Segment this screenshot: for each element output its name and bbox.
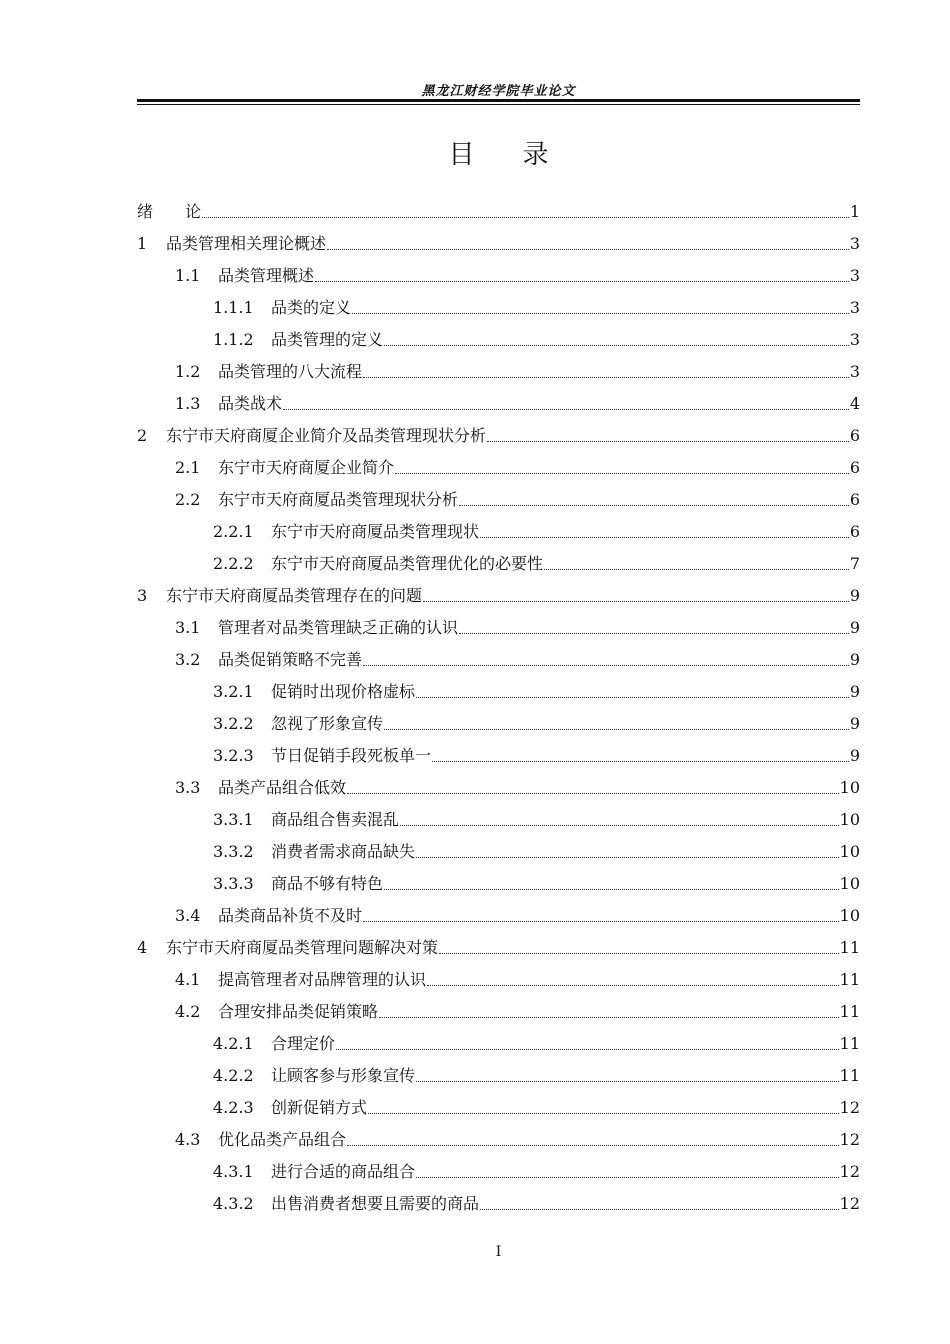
toc-entry-number: 3.3 (175, 778, 201, 797)
toc-entry-page: 11 (839, 938, 860, 957)
toc-entry[interactable] (137, 318, 860, 350)
toc-entry-title: 绪 论 (137, 202, 202, 221)
toc-entry-page: 6 (849, 522, 860, 541)
toc-entry-title: 让顾客参与形象宣传 (271, 1066, 416, 1085)
toc-entry-title: 消费者需求商品缺失 (271, 842, 416, 861)
toc-entry-title: 品类管理相关理论概述 (166, 234, 327, 253)
toc-entry[interactable] (137, 734, 860, 766)
toc-entry[interactable] (137, 574, 860, 606)
toc-entry[interactable] (137, 990, 860, 1022)
toc-dot-leader (363, 377, 849, 378)
toc-entry-page: 3 (849, 362, 860, 381)
header-rule-thick (137, 99, 860, 102)
toc-entry-page: 6 (849, 490, 860, 509)
toc-entry-number: 4.2.3 (213, 1098, 254, 1117)
toc-entry[interactable] (137, 862, 860, 894)
toc-entry-page: 6 (849, 426, 860, 445)
toc-entry[interactable] (137, 478, 860, 510)
toc-entry-number: 4.3 (175, 1130, 201, 1149)
toc-entry-title: 品类商品补货不及时 (218, 906, 363, 925)
toc-entry-title: 东宁市天府商厦品类管理现状 (271, 522, 480, 541)
toc-entry-title: 促销时出现价格虚标 (271, 682, 416, 701)
toc-entry-number: 4 (137, 938, 148, 957)
toc-dot-leader (459, 505, 849, 506)
toc-entry-title: 品类管理概述 (218, 266, 315, 285)
toc-entry[interactable] (137, 382, 860, 414)
toc-entry-title: 品类战术 (218, 394, 283, 413)
toc-entry-page: 4 (849, 394, 860, 413)
toc-dot-leader (347, 1145, 839, 1146)
toc-entry-number: 1.3 (175, 394, 201, 413)
toc-entry-number: 3.1 (175, 618, 201, 637)
toc-entry[interactable] (137, 638, 860, 670)
toc-entry-page: 12 (839, 1098, 860, 1117)
toc-entry-page: 3 (849, 330, 860, 349)
toc-entry-number: 1.1 (175, 266, 201, 285)
toc-dot-leader (327, 249, 849, 250)
toc-entry-number: 1.1.1 (213, 298, 254, 317)
toc-entry-title: 商品组合售卖混乱 (271, 810, 400, 829)
toc-entry-number: 3 (137, 586, 148, 605)
toc-entry[interactable] (137, 286, 860, 318)
toc-entry-number: 3.2.2 (213, 714, 254, 733)
toc-entry-title: 商品不够有特色 (271, 874, 384, 893)
header-rule-thin (137, 104, 860, 105)
toc-entry-number: 1 (137, 234, 148, 253)
toc-dot-leader (202, 217, 849, 218)
toc-entry-page: 9 (849, 618, 860, 637)
toc-entry[interactable] (137, 254, 860, 286)
toc-dot-leader (416, 1177, 839, 1178)
toc-entry[interactable] (137, 1118, 860, 1150)
toc-entry-page: 12 (839, 1194, 860, 1213)
toc-dot-leader (459, 633, 849, 634)
toc-dot-leader (416, 1081, 839, 1082)
toc-entry-title: 出售消费者想要且需要的商品 (271, 1194, 480, 1213)
toc-entry-page: 3 (849, 234, 860, 253)
toc-entry-number: 3.2 (175, 650, 201, 669)
toc-entry-page: 12 (839, 1162, 860, 1181)
toc-entry-number: 2.2 (175, 490, 201, 509)
toc-entry-title: 创新促销方式 (271, 1098, 368, 1117)
toc-entry-title: 东宁市天府商厦企业简介 (218, 458, 395, 477)
running-header: 黑龙江财经学院毕业论文 (421, 84, 576, 99)
toc-entry-title: 品类的定义 (271, 298, 352, 317)
toc-entry[interactable] (137, 510, 860, 542)
toc-entry-title: 进行合适的商品组合 (271, 1162, 416, 1181)
page-number: I (495, 1244, 502, 1260)
toc-entry-page: 11 (839, 1034, 860, 1053)
toc-entry-page: 10 (839, 874, 860, 893)
toc-entry-page: 10 (839, 810, 860, 829)
toc-entry-page: 11 (839, 1066, 860, 1085)
toc-entry-title: 品类产品组合低效 (218, 778, 347, 797)
toc-entry-page: 1 (849, 202, 860, 221)
toc-entry[interactable] (137, 222, 860, 254)
toc-entry-page: 11 (839, 1002, 860, 1021)
toc-entry[interactable] (137, 414, 860, 446)
toc-entry-title: 管理者对品类管理缺乏正确的认识 (218, 618, 459, 637)
toc-dot-leader (352, 313, 849, 314)
toc-entry[interactable] (137, 894, 860, 926)
toc-entry-title: 东宁市天府商厦品类管理存在的问题 (166, 586, 423, 605)
toc-entry-title: 品类管理的定义 (271, 330, 384, 349)
toc-entry[interactable] (137, 958, 860, 990)
toc-entry-title: 提高管理者对品牌管理的认识 (218, 970, 427, 989)
toc-dot-leader (363, 665, 849, 666)
toc-dot-leader (416, 697, 849, 698)
toc-entry-number: 1.2 (175, 362, 201, 381)
table-of-contents (137, 190, 860, 1214)
toc-dot-leader (400, 825, 839, 826)
toc-entry-number: 2.1 (175, 458, 201, 477)
toc-entry-page: 3 (849, 266, 860, 285)
toc-dot-leader (439, 953, 839, 954)
toc-dot-leader (544, 569, 849, 570)
toc-entry-page: 6 (849, 458, 860, 477)
toc-dot-leader (347, 793, 839, 794)
toc-entry[interactable] (137, 190, 860, 222)
toc-dot-leader (395, 473, 849, 474)
toc-entry[interactable] (137, 1150, 860, 1182)
toc-entry-page: 10 (839, 842, 860, 861)
toc-entry-page: 10 (839, 906, 860, 925)
toc-entry-number: 4.2.1 (213, 1034, 254, 1053)
toc-entry-title: 东宁市天府商厦企业简介及品类管理现状分析 (166, 426, 487, 445)
toc-dot-leader (384, 729, 849, 730)
toc-entry-title: 东宁市天府商厦品类管理现状分析 (218, 490, 459, 509)
toc-entry-title: 东宁市天府商厦品类管理优化的必要性 (271, 554, 544, 573)
toc-entry-number: 3.3.1 (213, 810, 254, 829)
toc-dot-leader (363, 921, 839, 922)
toc-entry-number: 3.4 (175, 906, 201, 925)
toc-entry-number: 2.2.1 (213, 522, 254, 541)
toc-dot-leader (423, 601, 849, 602)
toc-entry-page: 9 (849, 682, 860, 701)
toc-entry[interactable] (137, 446, 860, 478)
toc-entry-page: 9 (849, 650, 860, 669)
toc-entry-number: 4.2.2 (213, 1066, 254, 1085)
toc-entry-page: 10 (839, 778, 860, 797)
toc-entry[interactable] (137, 1022, 860, 1054)
toc-entry-number: 3.2.3 (213, 746, 254, 765)
toc-entry-number: 3.2.1 (213, 682, 254, 701)
toc-entry-number: 2 (137, 426, 148, 445)
toc-entry-title: 节日促销手段死板单一 (271, 746, 432, 765)
toc-entry-page: 11 (839, 970, 860, 989)
toc-entry[interactable] (137, 926, 860, 958)
toc-entry-number: 1.1.2 (213, 330, 254, 349)
toc-entry[interactable] (137, 830, 860, 862)
toc-entry[interactable] (137, 670, 860, 702)
toc-entry-title: 东宁市天府商厦品类管理问题解决对策 (166, 938, 439, 957)
toc-entry[interactable] (137, 1182, 860, 1214)
toc-entry-number: 4.3.1 (213, 1162, 254, 1181)
toc-entry-number: 3.3.2 (213, 842, 254, 861)
toc-entry-page: 9 (849, 586, 860, 605)
toc-entry[interactable] (137, 1054, 860, 1086)
toc-entry-title: 优化品类产品组合 (218, 1130, 347, 1149)
toc-dot-leader (368, 1113, 839, 1114)
toc-entry-number: 2.2.2 (213, 554, 254, 573)
toc-entry-number: 3.3.3 (213, 874, 254, 893)
toc-entry-number: 4.3.2 (213, 1194, 254, 1213)
toc-entry-page: 9 (849, 746, 860, 765)
toc-dot-leader (480, 537, 849, 538)
toc-entry[interactable] (137, 1086, 860, 1118)
toc-entry[interactable] (137, 702, 860, 734)
toc-entry-title: 合理安排品类促销策略 (218, 1002, 379, 1021)
toc-entry-page: 9 (849, 714, 860, 733)
toc-entry[interactable] (137, 798, 860, 830)
toc-dot-leader (384, 345, 849, 346)
toc-dot-leader (487, 441, 849, 442)
toc-entry-number: 4.1 (175, 970, 201, 989)
toc-dot-leader (336, 1049, 839, 1050)
toc-entry[interactable] (137, 350, 860, 382)
toc-entry[interactable] (137, 606, 860, 638)
toc-entry-title: 品类管理的八大流程 (218, 362, 363, 381)
toc-dot-leader (283, 409, 849, 410)
toc-dot-leader (432, 761, 849, 762)
toc-entry-title: 合理定价 (271, 1034, 336, 1053)
toc-entry-title: 品类促销策略不完善 (218, 650, 363, 669)
toc-title: 目录 (448, 140, 597, 170)
toc-entry-page: 3 (849, 298, 860, 317)
toc-dot-leader (315, 281, 849, 282)
toc-dot-leader (427, 985, 839, 986)
toc-entry[interactable] (137, 542, 860, 574)
toc-dot-leader (480, 1209, 839, 1210)
toc-dot-leader (384, 889, 839, 890)
toc-entry-page: 12 (839, 1130, 860, 1149)
toc-dot-leader (379, 1017, 839, 1018)
toc-entry-page: 7 (849, 554, 860, 573)
toc-entry-number: 4.2 (175, 1002, 201, 1021)
toc-entry-title: 忽视了形象宣传 (271, 714, 384, 733)
toc-entry[interactable] (137, 766, 860, 798)
toc-dot-leader (416, 857, 839, 858)
